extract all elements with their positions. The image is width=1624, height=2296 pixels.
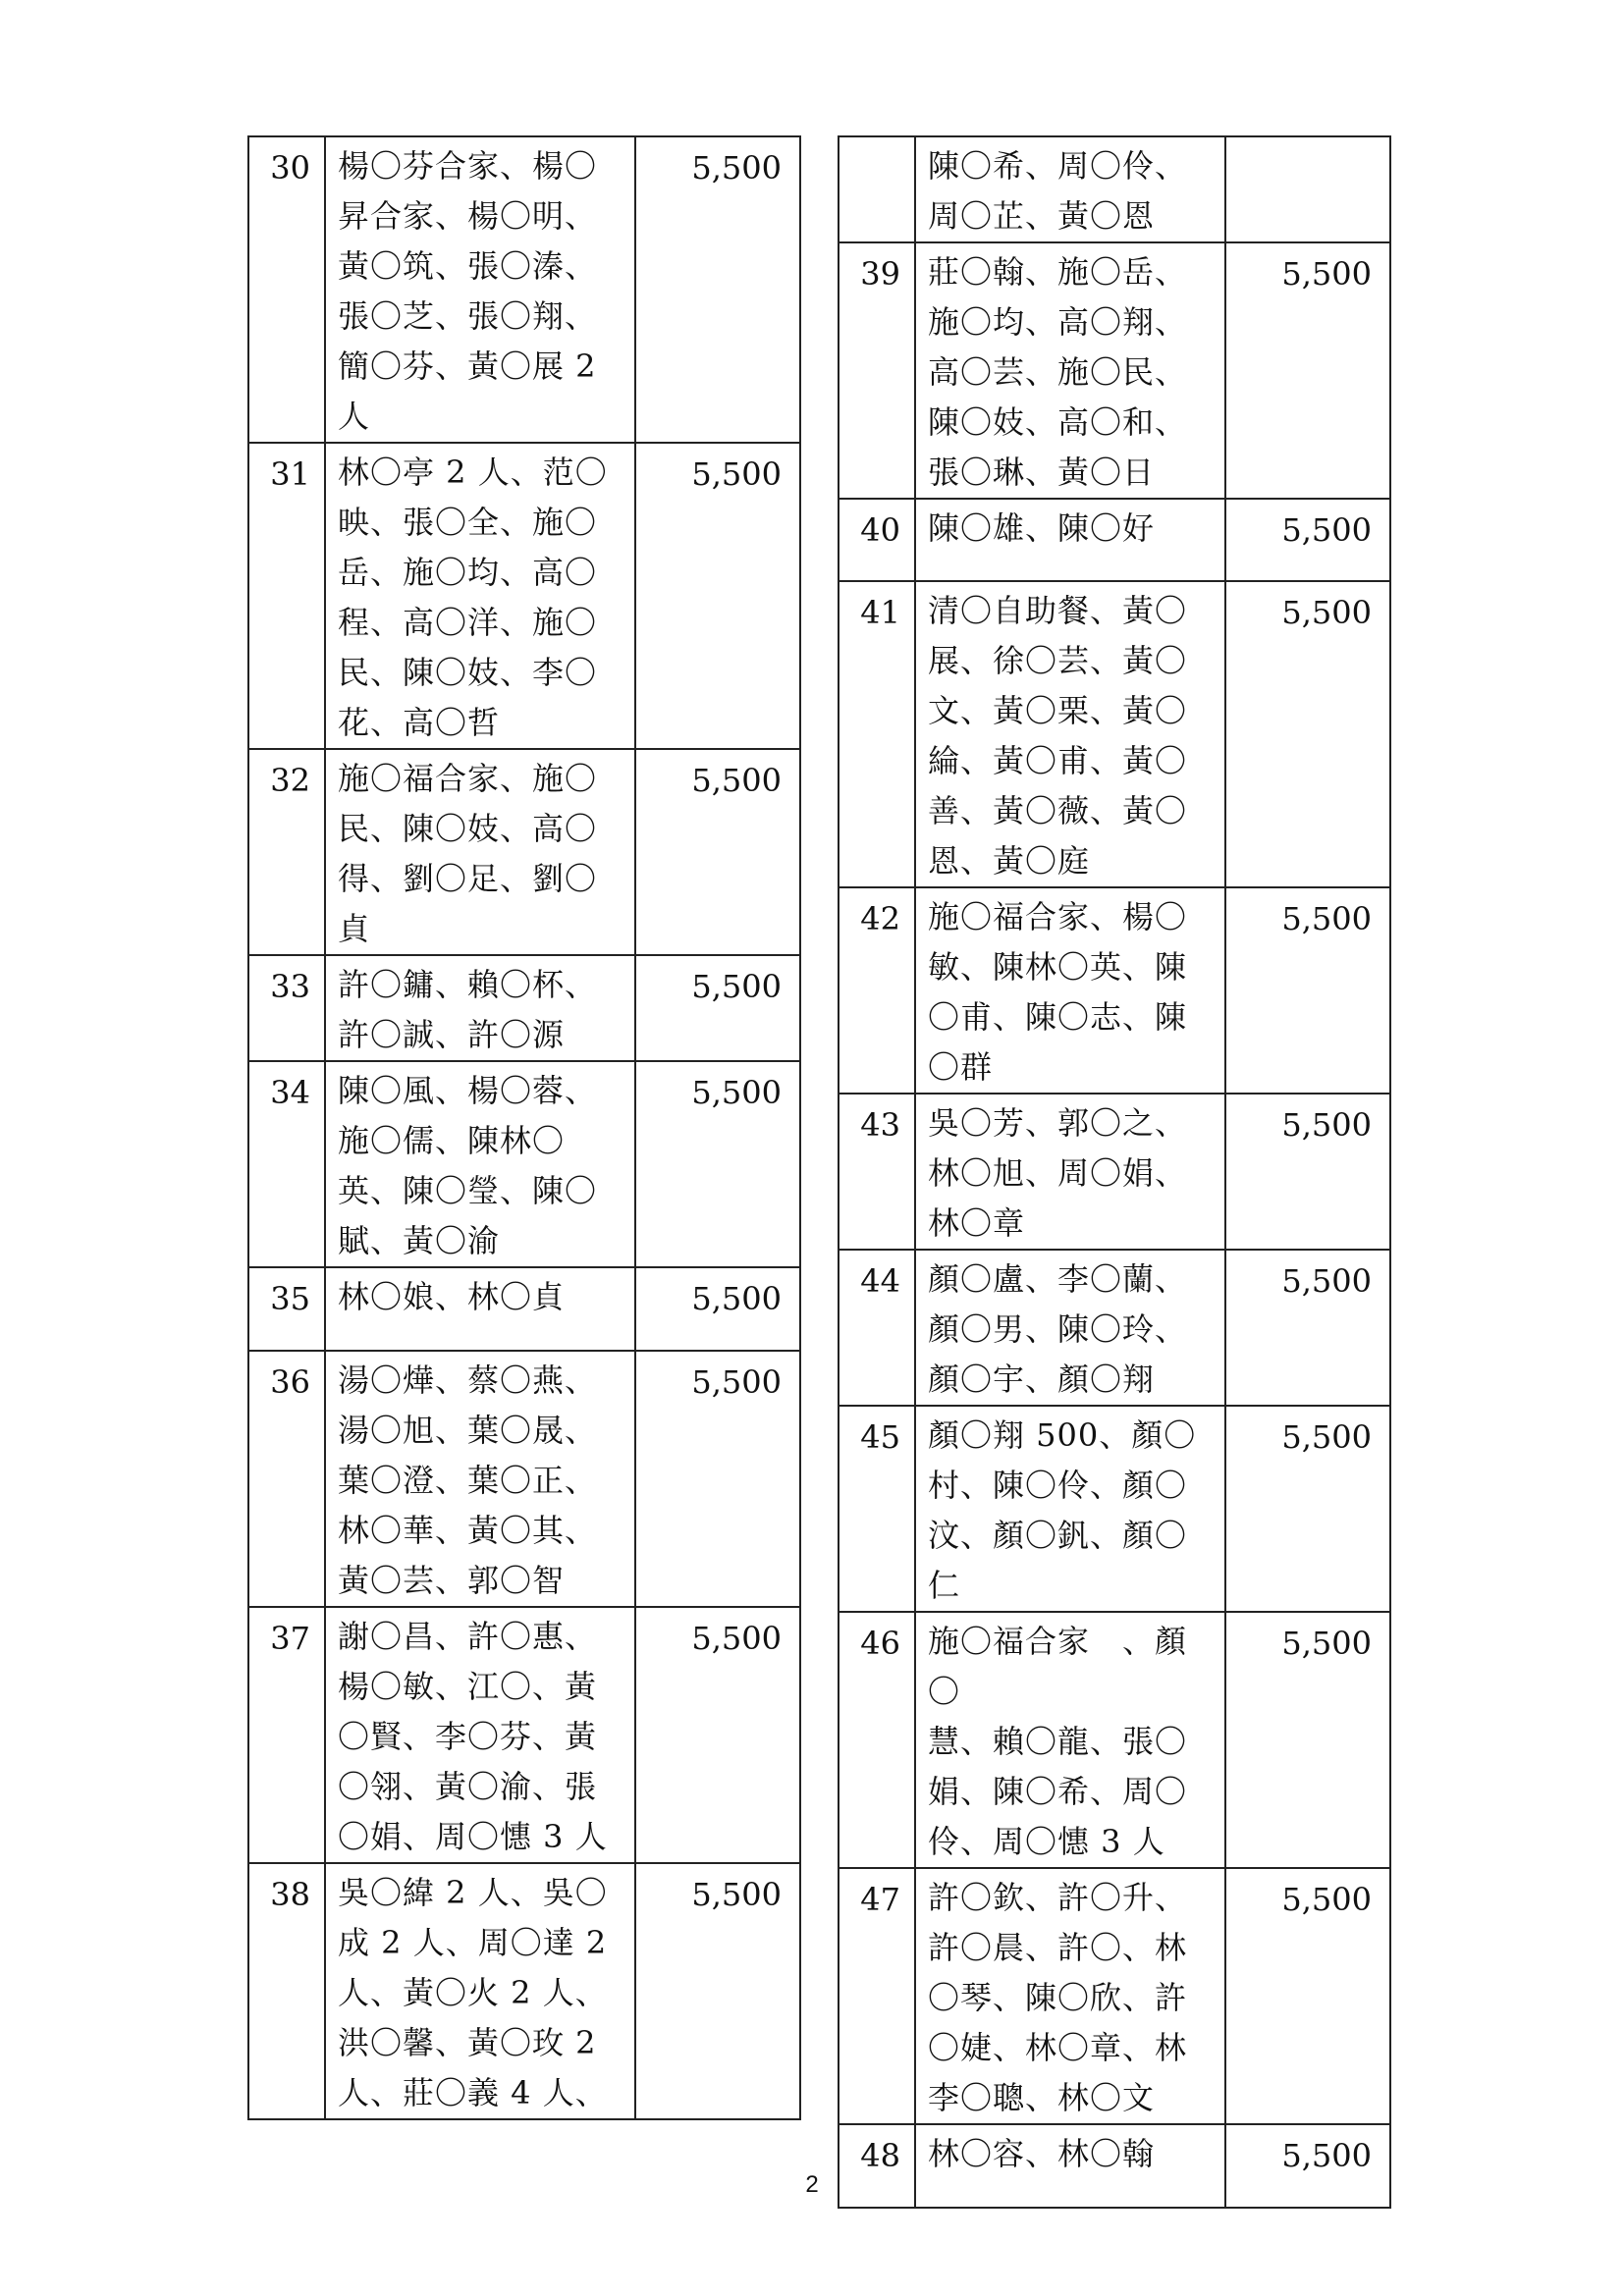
donor-names: 陳〇雄、陳〇好: [915, 499, 1225, 581]
donor-names: 楊〇芬合家、楊〇 昇合家、楊〇明、 黃〇筑、張〇溱、 張〇芝、張〇翔、 簡〇芬、黃〇展 2 人: [325, 136, 635, 443]
table-row: [248, 749, 800, 955]
row-number: 32: [248, 749, 325, 955]
row-number: 40: [839, 499, 915, 581]
donor-names: 吳〇緯 2 人、吳〇 成 2 人、周〇達 2 人、黃〇火 2 人、 洪〇馨、黃〇玫 2 人、莊〇義 4 人、: [325, 1863, 635, 2119]
donation-table-right: [838, 135, 1391, 2209]
donation-amount: 5,500: [635, 1607, 800, 1863]
row-number: 34: [248, 1061, 325, 1267]
table-row: [839, 242, 1390, 499]
page-number: 2: [805, 2171, 819, 2198]
row-number: 37: [248, 1607, 325, 1863]
table-row: [839, 1406, 1390, 1612]
table-row: [248, 1267, 800, 1351]
donation-amount: 5,500: [635, 1863, 800, 2119]
donation-amount: 5,500: [1225, 1868, 1390, 2124]
donor-names: 林〇亭 2 人、范〇 映、張〇全、施〇 岳、施〇均、高〇 程、高〇洋、施〇 民、陳〇妓、李〇 花、高〇哲: [325, 443, 635, 749]
donation-amount: 5,500: [1225, 1406, 1390, 1612]
table-row: [839, 1250, 1390, 1406]
row-number: 35: [248, 1267, 325, 1351]
donor-names: 顏〇盧、李〇蘭、 顏〇男、陳〇玲、 顏〇宇、顏〇翔: [915, 1250, 1225, 1406]
donor-names: 吳〇芳、郭〇之、 林〇旭、周〇娟、 林〇章: [915, 1094, 1225, 1250]
donation-amount: 5,500: [1225, 1250, 1390, 1406]
row-number: 30: [248, 136, 325, 443]
row-number: 44: [839, 1250, 915, 1406]
table-row: [839, 136, 1390, 242]
table-row: [248, 1351, 800, 1607]
donor-names: 莊〇翰、施〇岳、 施〇均、高〇翔、 高〇芸、施〇民、 陳〇妓、高〇和、 張〇琳、黃〇日: [915, 242, 1225, 499]
donation-amount: 5,500: [1225, 1612, 1390, 1868]
row-number: 48: [839, 2124, 915, 2208]
donor-names: 謝〇昌、許〇惠、 楊〇敏、江〇、黃 〇賢、李〇芬、黃 〇翎、黃〇渝、張 〇娟、周〇憓 3 人: [325, 1607, 635, 1863]
donor-names: 陳〇風、楊〇蓉、 施〇儒、陳林〇 英、陳〇瑩、陳〇 賦、黃〇渝: [325, 1061, 635, 1267]
row-number: [839, 136, 915, 242]
table-row: [248, 955, 800, 1061]
donation-amount: 5,500: [635, 443, 800, 749]
donor-names: 顏〇翔 500、顏〇 村、陳〇伶、顏〇 汶、顏〇釩、顏〇 仁: [915, 1406, 1225, 1612]
row-number: 33: [248, 955, 325, 1061]
donation-amount: 5,500: [1225, 581, 1390, 887]
row-number: 46: [839, 1612, 915, 1868]
donor-names: 林〇娘、林〇貞: [325, 1267, 635, 1351]
donation-amount: 5,500: [635, 955, 800, 1061]
row-number: 31: [248, 443, 325, 749]
donation-amount: [1225, 136, 1390, 242]
table-row: [839, 499, 1390, 581]
table-row: [839, 1868, 1390, 2124]
donor-names: 清〇自助餐、黃〇 展、徐〇芸、黃〇 文、黃〇栗、黃〇 綸、黃〇甫、黃〇 善、黃〇薇、黃〇 恩、黃〇庭: [915, 581, 1225, 887]
row-number: 45: [839, 1406, 915, 1612]
row-number: 38: [248, 1863, 325, 2119]
row-number: 47: [839, 1868, 915, 2124]
row-number: 36: [248, 1351, 325, 1607]
donation-amount: 5,500: [635, 1061, 800, 1267]
row-number: 43: [839, 1094, 915, 1250]
donor-names: 陳〇希、周〇伶、 周〇芷、黃〇恩: [915, 136, 1225, 242]
donation-amount: 5,500: [1225, 2124, 1390, 2208]
row-number: 41: [839, 581, 915, 887]
donor-names: 施〇福合家、楊〇 敏、陳林〇英、陳 〇甫、陳〇志、陳 〇群: [915, 887, 1225, 1094]
donation-amount: 5,500: [1225, 1094, 1390, 1250]
table-row: [248, 1863, 800, 2119]
donor-names: 許〇鏞、賴〇杯、 許〇誠、許〇源: [325, 955, 635, 1061]
table-row: [839, 1094, 1390, 1250]
donor-names: 施〇福合家、施〇 民、陳〇妓、高〇 得、劉〇足、劉〇 貞: [325, 749, 635, 955]
table-row: [839, 1612, 1390, 1868]
table-row: [839, 581, 1390, 887]
donation-amount: 5,500: [635, 1267, 800, 1351]
donation-amount: 5,500: [1225, 887, 1390, 1094]
donation-amount: 5,500: [635, 136, 800, 443]
table-row: [248, 1061, 800, 1267]
donation-amount: 5,500: [1225, 242, 1390, 499]
donor-names: 施〇福合家 、顏〇 慧、賴〇龍、張〇 娟、陳〇希、周〇 伶、周〇憓 3 人: [915, 1612, 1225, 1868]
donation-amount: 5,500: [1225, 499, 1390, 581]
donation-amount: 5,500: [635, 1351, 800, 1607]
table-row: [839, 887, 1390, 1094]
table-row: [248, 136, 800, 443]
table-row: [248, 443, 800, 749]
donor-names: 許〇欽、許〇升、 許〇晨、許〇、林 〇琴、陳〇欣、許 〇婕、林〇章、林 李〇聰、林〇文: [915, 1868, 1225, 2124]
donor-names: 林〇容、林〇翰: [915, 2124, 1225, 2208]
table-row: [248, 1607, 800, 1863]
row-number: 39: [839, 242, 915, 499]
donation-amount: 5,500: [635, 749, 800, 955]
donor-names: 湯〇燁、蔡〇燕、 湯〇旭、葉〇晟、 葉〇澄、葉〇正、 林〇華、黃〇其、 黃〇芸、郭〇智: [325, 1351, 635, 1607]
row-number: 42: [839, 887, 915, 1094]
donation-table-left: [247, 135, 801, 2120]
